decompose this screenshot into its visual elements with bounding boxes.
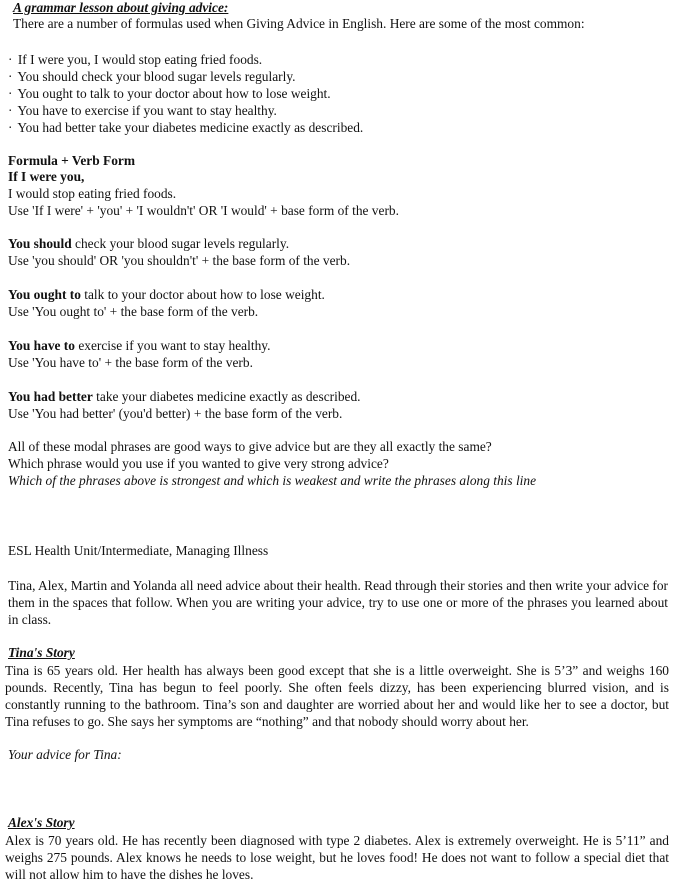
question: All of these modal phrases are good ways to give advice but are they all exactly the same? — [8, 439, 492, 454]
question: Which phrase would you use if you wanted to give very strong advice? — [8, 456, 389, 471]
example-item: · You should check your blood sugar levels regularly. — [8, 69, 296, 84]
formula-item: You should check your blood sugar levels regularly. — [8, 236, 290, 251]
formula-item: You ought to talk to your doctor about how to lose weight. — [8, 287, 325, 302]
formula-usage: Use 'You had better' (you'd better) + the base form of the verb. — [8, 406, 343, 421]
formula-usage: Use 'You have to' + the base form of the verb. — [8, 355, 253, 370]
formula-item-text: I would stop eating fried foods. — [8, 186, 177, 201]
example-item: · If I were you, I would stop eating fried foods. — [8, 52, 263, 67]
lesson-title: A grammar lesson about giving advice: — [13, 0, 229, 15]
tina-advice-label: Your advice for Tina: — [8, 747, 122, 762]
formula-item: You have to exercise if you want to stay healthy. — [8, 338, 271, 353]
tina-story-title: Tina's Story — [8, 645, 75, 660]
example-item: · You ought to talk to your doctor about how to lose weight. — [8, 86, 331, 101]
formula-usage: Use 'If I were' + 'you' + 'I wouldn't' OR 'I would' + base form of the verb. — [8, 203, 399, 218]
formula-heading: Formula + Verb Form — [8, 153, 136, 168]
example-item: · You have to exercise if you want to stay healthy. — [8, 103, 277, 118]
formula-item-bold: If I were you, — [8, 169, 85, 184]
example-item: · You had better take your diabetes medicine exactly as described. — [8, 120, 364, 135]
lesson-intro: There are a number of formulas used when Giving Advice in English. Here are some of the most common: — [13, 16, 585, 31]
alex-story-title: Alex's Story — [8, 815, 75, 830]
unit-intro: Tina, Alex, Martin and Yolanda all need advice about their health. Read through their stories and then write your advice for them in the spaces that follow. When you are writing your advice, try to use one or more of the phrases you learned about in class. — [8, 578, 668, 627]
tina-story-text: Tina is 65 years old. Her health has always been good except that she is a little overweight. She is 5’3” and weighs 160 pounds. Recently, Tina has begun to feel poorly. She often feels dizzy, has been experiencing blurred vision, and is constantly running to the bathroom. Tina’s son and daughter are worried about her and would like her to see a doctor, but Tina refuses to go. She says her symptoms are “nothing” and that nobody should worry about her. — [5, 663, 669, 729]
formula-usage: Use 'You ought to' + the base form of the verb. — [8, 304, 259, 319]
question-instruction: Which of the phrases above is strongest and which is weakest and write the phrases along this line — [8, 473, 537, 488]
formula-usage: Use 'you should' OR 'you shouldn't' + the base form of the verb. — [8, 253, 351, 268]
formula-item: You had better take your diabetes medicine exactly as described. — [8, 389, 361, 404]
alex-story-text: Alex is 70 years old. He has recently been diagnosed with type 2 diabetes. Alex is extremely overweight. He is 5’11” and weighs 275 pounds. Alex knows he needs to lose weight, but he loves food! He does not want to follow a special diet that will not allow him to have the dishes he loves. — [5, 833, 669, 882]
unit-heading: ESL Health Unit/Intermediate, Managing Illness — [8, 543, 269, 558]
